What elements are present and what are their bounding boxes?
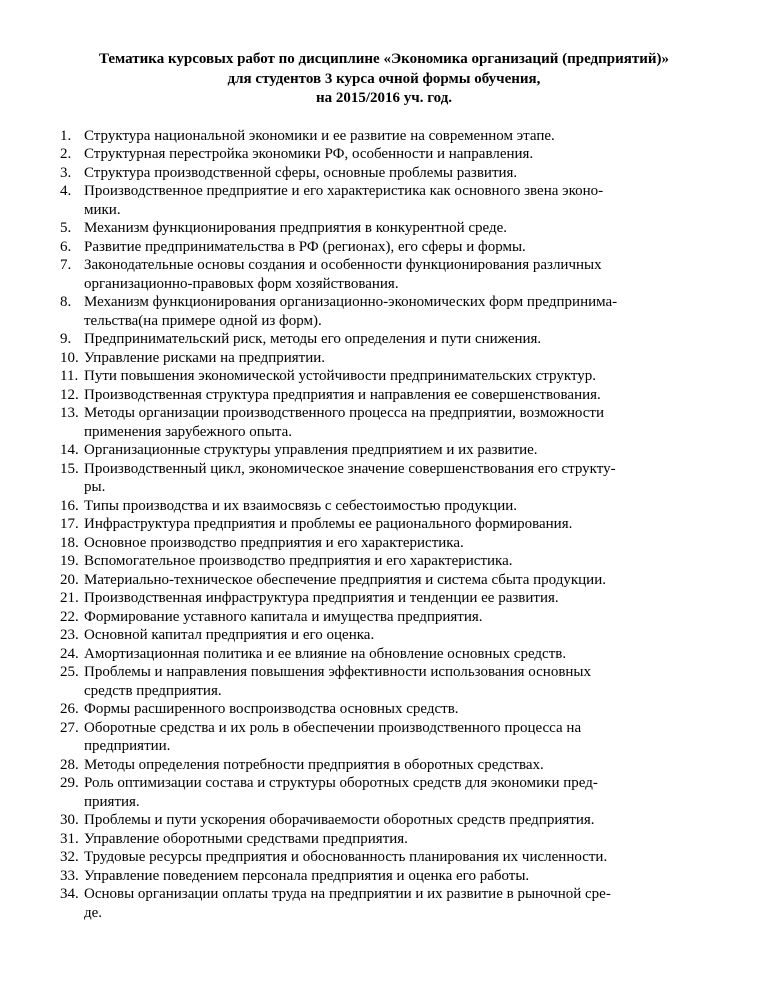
topic-text-line: мики. xyxy=(84,201,121,218)
topic-text-line: Управление рисками на предприятии. xyxy=(84,349,326,366)
topic-text-line: Проблемы и направления повышения эффективности использования основных xyxy=(84,664,592,680)
topic-item xyxy=(60,645,732,664)
topic-item xyxy=(60,830,732,849)
topic-item xyxy=(60,441,732,460)
topic-item xyxy=(60,867,732,886)
topic-text-line: Механизм функционирования предприятия в конкурентной среде. xyxy=(84,220,508,236)
topic-text-line: Структура производственной сферы, основные проблемы развития. xyxy=(84,164,518,181)
topic-text-line: Трудовые ресурсы предприятия и обоснованность планирования их численности. xyxy=(84,849,608,865)
topic-number: 21. xyxy=(60,590,79,606)
topic-item xyxy=(60,515,732,534)
topic-number: 5. xyxy=(60,220,72,236)
topic-number: 22. xyxy=(60,608,79,625)
topic-number: 2. xyxy=(60,146,72,162)
title-line-3: на 2015/2016 уч. год. xyxy=(315,90,453,106)
topic-text-line: Основы организации оплаты труда на предприятии и их развитие в рыночной сре- xyxy=(84,886,611,902)
topic-text-line: предприятии. xyxy=(84,738,171,754)
topic-number: 25. xyxy=(60,664,79,680)
topic-item xyxy=(60,404,732,441)
topic-item xyxy=(60,182,732,219)
topic-number: 11. xyxy=(60,368,79,384)
topic-text-line: Производственный цикл, экономическое значение совершенствования его структу- xyxy=(84,460,616,477)
topic-item xyxy=(60,127,732,146)
topic-item xyxy=(60,663,732,700)
topic-number: 4. xyxy=(60,183,72,199)
topic-text-line: Пути повышения экономической устойчивости предпринимательских структур. xyxy=(84,368,597,384)
topic-number: 26. xyxy=(60,701,79,717)
topic-number: 15. xyxy=(60,460,79,477)
topic-text-line: применения зарубежного опыта. xyxy=(84,423,293,440)
topic-item xyxy=(60,774,732,811)
topic-text-line: Законодательные основы создания и особенности функционирования различных xyxy=(84,257,602,273)
topic-text-line: Управление поведением персонала предприятия и оценка его работы. xyxy=(84,867,530,884)
topic-number: 30. xyxy=(60,812,79,828)
topic-number: 34. xyxy=(60,886,79,902)
topic-number: 24. xyxy=(60,645,79,662)
topic-number: 32. xyxy=(60,849,79,865)
topic-item xyxy=(60,219,732,238)
topic-number: 28. xyxy=(60,756,79,773)
document-title xyxy=(30,50,738,109)
topic-number: 27. xyxy=(60,719,79,736)
topic-number: 13. xyxy=(60,405,79,421)
topic-item xyxy=(60,700,732,719)
topic-text-line: Инфраструктура предприятия и проблемы ее рационального формирования. xyxy=(84,516,573,532)
title-line-1: Тематика курсовых работ по дисциплине «Экономика организаций (предприятий)» xyxy=(98,51,670,67)
topic-item xyxy=(60,848,732,867)
topic-item xyxy=(60,534,732,553)
topic-number: 6. xyxy=(60,238,72,255)
topic-item xyxy=(60,589,732,608)
topic-number: 23. xyxy=(60,627,79,643)
topic-text-line: Оборотные средства и их роль в обеспечении производственного процесса на xyxy=(84,719,582,736)
topic-item xyxy=(60,756,732,775)
topic-text-line: Амортизационная политика и ее влияние на обновление основных средств. xyxy=(84,645,567,662)
topic-text-line: Предпринимательский риск, методы его определения и пути снижения. xyxy=(84,331,542,347)
topic-item xyxy=(60,145,732,164)
topics-list xyxy=(60,127,732,923)
topic-text-line: Вспомогательное производство предприятия и его характеристика. xyxy=(84,553,513,569)
topic-item xyxy=(60,552,732,571)
topic-number: 1. xyxy=(60,127,72,144)
topic-item xyxy=(60,811,732,830)
topic-text-line: Формирование уставного капитала и имущества предприятия. xyxy=(84,608,483,625)
topic-text-line: Формы расширенного воспроизводства основных средств. xyxy=(84,701,459,717)
topic-number: 14. xyxy=(60,442,79,458)
topic-text-line: Производственная структура предприятия и направления ее совершенствования. xyxy=(84,386,601,403)
topic-number: 7. xyxy=(60,257,72,273)
topic-number: 29. xyxy=(60,775,79,791)
topic-number: 31. xyxy=(60,830,79,847)
topic-number: 16. xyxy=(60,497,79,514)
topic-text-line: ры. xyxy=(84,479,106,495)
title-line-2: для студентов 3 курса очной формы обучения, xyxy=(227,70,541,87)
topic-item xyxy=(60,330,732,349)
topic-item xyxy=(60,608,732,627)
topic-text-line: Материально-техническое обеспечение предприятия и система сбыта продукции. xyxy=(84,571,606,588)
topic-text-line: приятия. xyxy=(84,793,140,810)
topic-item xyxy=(60,349,732,368)
topic-number: 20. xyxy=(60,571,79,588)
topic-item xyxy=(60,164,732,183)
topic-number: 17. xyxy=(60,516,79,532)
topic-number: 12. xyxy=(60,386,79,403)
topic-item xyxy=(60,497,732,516)
topic-text-line: организационно-правовых форм хозяйствования. xyxy=(84,275,399,292)
topic-number: 33. xyxy=(60,867,79,884)
topic-number: 10. xyxy=(60,349,79,366)
topic-text-line: Управление оборотными средствами предприятия. xyxy=(84,830,408,847)
topic-text-line: Развитие предпринимательства в РФ (регионах), его сферы и формы. xyxy=(84,238,526,255)
topic-text-line: Основной капитал предприятия и его оценка. xyxy=(84,627,375,643)
topic-item xyxy=(60,626,732,645)
topic-text-line: Методы организации производственного процесса на предприятии, возможности xyxy=(84,405,604,421)
topic-text-line: Проблемы и пути ускорения оборачиваемости оборотных средств предприятия. xyxy=(84,812,595,828)
topic-item xyxy=(60,256,732,293)
topic-number: 3. xyxy=(60,164,72,181)
topic-text-line: де. xyxy=(84,904,103,921)
topic-item xyxy=(60,571,732,590)
topic-text-line: Механизм функционирования организационно-экономических форм предпринима- xyxy=(84,294,618,310)
topic-text-line: Организационные структуры управления предприятием и их развитие. xyxy=(84,442,538,458)
topic-text-line: Основное производство предприятия и его характеристика. xyxy=(84,534,464,551)
topic-item xyxy=(60,367,732,386)
topic-item xyxy=(60,460,732,497)
topic-number: 9. xyxy=(60,331,72,347)
topic-item xyxy=(60,885,732,922)
topic-item xyxy=(60,238,732,257)
topic-number: 8. xyxy=(60,294,72,310)
topic-text-line: Производственное предприятие и его характеристика как основного звена эконо- xyxy=(84,183,604,199)
topic-text-line: тельства(на примере одной из форм). xyxy=(84,312,322,329)
topic-item xyxy=(60,293,732,330)
topic-item xyxy=(60,386,732,405)
topic-text-line: Структура национальной экономики и ее развитие на современном этапе. xyxy=(84,127,555,144)
topic-text-line: Методы определения потребности предприятия в оборотных средствах. xyxy=(84,756,544,773)
topic-text-line: Производственная инфраструктура предприятия и тенденции ее развития. xyxy=(84,590,559,606)
topic-text-line: Роль оптимизации состава и структуры оборотных средств для экономики пред- xyxy=(84,775,598,791)
topic-number: 18. xyxy=(60,534,79,551)
topic-number: 19. xyxy=(60,553,79,569)
topic-item xyxy=(60,719,732,756)
topic-text-line: Структурная перестройка экономики РФ, особенности и направления. xyxy=(84,146,534,162)
topic-text-line: Типы производства и их взаимосвязь с себестоимостью продукции. xyxy=(84,497,518,514)
topic-text-line: средств предприятия. xyxy=(84,682,222,699)
